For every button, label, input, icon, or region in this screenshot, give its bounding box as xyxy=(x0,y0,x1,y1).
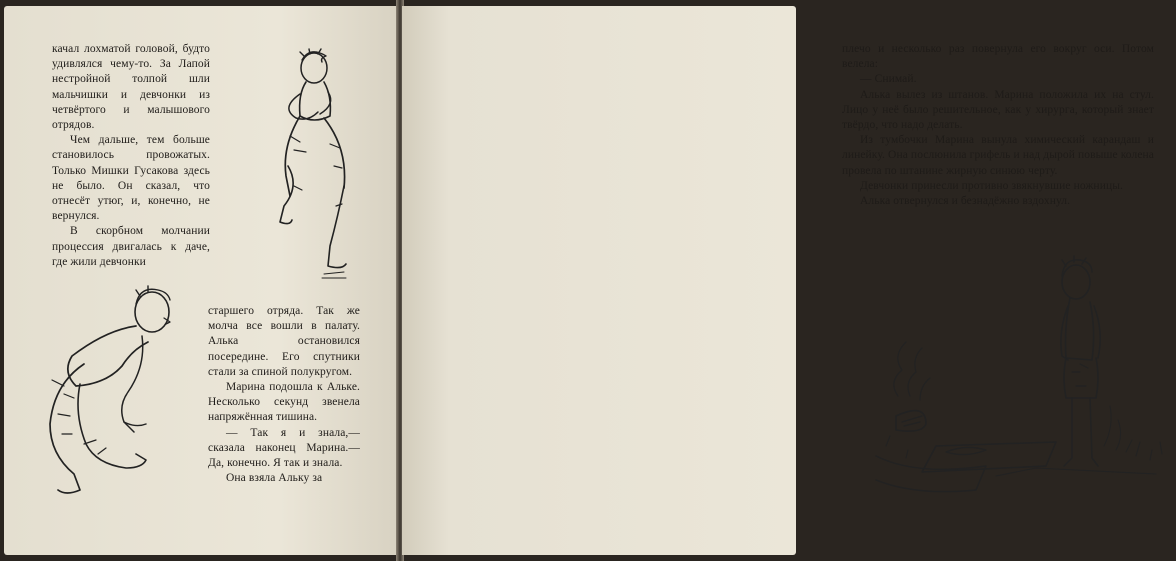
paragraph: Марина подошла к Альке. Несколько секунд звенела напряжённая тишина. xyxy=(208,381,360,424)
right-text xyxy=(842,42,1154,209)
paragraph: Алька вылез из штанов. Марина положила их на стул. Лицо у неё было решительное, как у хирурга, который знает твёрдо, что надо делать. xyxy=(842,88,1154,132)
paragraph: В скорбном молчании процессия двигалась к даче, где жили девчонки xyxy=(52,225,210,268)
left-page xyxy=(4,6,398,555)
paragraph: — Снимай. xyxy=(860,73,917,86)
paragraph: Чем дальше, тем больше становилось провожатых. Только Мишки Гусакова здесь не было. Он сказал, что отнесёт утюг, и, конечно, не вернулся. xyxy=(52,134,210,223)
boy-bending-illustration xyxy=(24,274,204,504)
paragraph: — Так я и знала,— сказала наконец Марина.— Да, конечно. Я так и знала. xyxy=(208,426,360,470)
boy-and-smoking-iron-illustration xyxy=(876,246,1176,506)
paragraph: Из тумбочки Марина вынула химический карандаш и линейку. Она послюнила грифель и над дырой повыше колена провела по штанине жирную синюю черту. xyxy=(842,134,1154,177)
paragraph: качал лохматой головой, будто удивлялся чему-то. За Лапой нестройной толпой шли мальчишки и девчонки из четвёртого и малышового отрядов. xyxy=(52,43,210,132)
paragraph: старшего отряда. Так же молча все вошли в палату. Алька остановился посередине. Его спутники стали за спиной полукругом. xyxy=(208,305,360,378)
left-text-top xyxy=(52,42,210,270)
paragraph: Она взяла Альку за xyxy=(226,472,323,485)
left-text-bottom xyxy=(208,304,360,486)
paragraph: Алька отвернулся и безнадёжно вздохнул. xyxy=(860,195,1071,208)
paragraph: Девчонки принесли противно звякнувшие ножницы. xyxy=(860,179,1124,192)
boy-hopping-illustration xyxy=(264,46,364,286)
right-page xyxy=(402,6,1154,555)
paragraph: плечо и несколько раз повернула его вокруг оси. Потом велела: xyxy=(842,43,1154,71)
